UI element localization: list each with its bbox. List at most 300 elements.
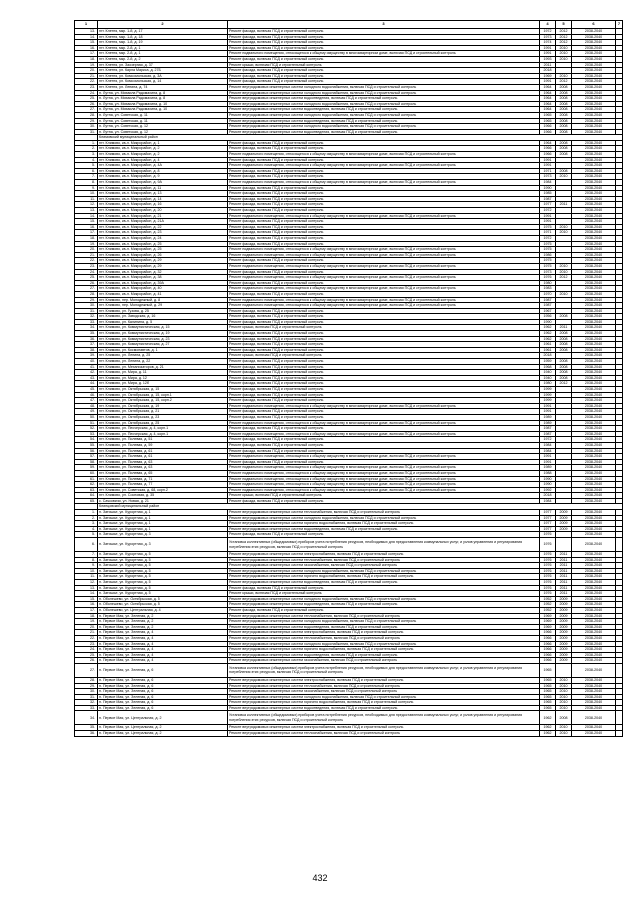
cell-work-type: Ремонт подвального помещения, относящегося к общему имуществу в многоквартирном доме, включая ПСД и строительный контроль xyxy=(228,420,540,426)
cell-work-type: Ремонт внутридомовых инженерных систем водоотведения, включая ПСД и строительный контроль xyxy=(228,96,540,102)
cell-work-type: Ремонт фасада, включая ПСД и строительный контроль xyxy=(228,426,540,432)
cell-work-type: Ремонт фасада, включая ПСД и строительный контроль xyxy=(228,314,540,320)
cell-year-repair: 2009 xyxy=(556,510,572,516)
cell-address: п. Затишье, ул. Курортная, д. 1 xyxy=(98,521,228,527)
cell-year-repair: 2008 xyxy=(556,331,572,337)
cell-work-type: Ремонт внутридомовых инженерных систем холодного водоснабжения, включая ПСД и строительный контроль xyxy=(228,568,540,574)
cell-period: 2038-2040 xyxy=(572,84,616,90)
cell-work-type: Ремонт фасада, включая ПСД и строительный контроль xyxy=(228,336,540,342)
cell-work-type: Ремонт подвального помещения, относящегося к общему имуществу в многоквартирном доме, включая ПСД и строительный контроль xyxy=(228,275,540,281)
cell-work-type: Ремонт внутридомовых инженерных систем газоснабжения, включая ПСД и строительный контроль xyxy=(228,689,540,695)
cell-address: п. Лутна, ул. Советская, д. 12 xyxy=(98,129,228,135)
cell-work-type: Ремонт внутридомовых инженерных систем холодного водоснабжения, включая ПСД и строительный контроль xyxy=(228,124,540,130)
cell-address: пгт. Климово, пер. Молодежный, д. 29 xyxy=(98,303,228,309)
table-row xyxy=(75,711,623,725)
cell-year-built: 1965 xyxy=(540,118,556,124)
cell-work-type: Ремонт фасада, включая ПСД и строительный контроль xyxy=(228,448,540,454)
cell-period: 2038-2040 xyxy=(572,286,616,292)
cell-num: 18. xyxy=(75,235,98,241)
cell-period: 2038-2040 xyxy=(572,319,616,325)
cell-period: 2038-2040 xyxy=(572,532,616,538)
cell-year-built: 1976 xyxy=(540,585,556,591)
cell-work-type: Ремонт фасада, включая ПСД и строительный контроль xyxy=(228,157,540,163)
cell-year-repair: 2008 xyxy=(556,124,572,130)
cell-work-type: Ремонт подвального помещения, относящегося к общему имуществу в многоквартирном доме, включая ПСД и строительный контроль xyxy=(228,403,540,409)
cell-year-built: 1962 xyxy=(540,336,556,342)
cell-address: пгт. Климово, пер. Молодежный, д. 8 xyxy=(98,297,228,303)
cell-address: пгт. Климово, ул. Мира, д. 11 xyxy=(98,370,228,376)
cell-num: 2. xyxy=(75,515,98,521)
cell-num: 14. xyxy=(75,213,98,219)
header-cell: 4 xyxy=(540,21,556,29)
cell-address: п. Первое Мая, ул. Зеленая, д. 6 xyxy=(98,705,228,711)
cell-num: 17. xyxy=(75,230,98,236)
cell-period: 2038-2040 xyxy=(572,552,616,558)
cell-address: п. Лутна, ул. Советская, д. 12 xyxy=(98,124,228,130)
cell-period: 2038-2040 xyxy=(572,152,616,158)
cell-work-type: Ремонт фасада, включая ПСД и строительный контроль xyxy=(228,459,540,465)
cell-address: п. Первое Мая, ул. Зеленая, д. 4 xyxy=(98,652,228,658)
cell-year-repair: 2011 xyxy=(556,568,572,574)
cell-address: пгт. Климово, кв-л. Микрорайон, д. 1 xyxy=(98,140,228,146)
cell-num: 24. xyxy=(75,269,98,275)
cell-address: п. Затишье, ул. Курортная, д. 5 xyxy=(98,585,228,591)
cell-address: п. Первое Мая, ул. Зеленая, д. 2 xyxy=(98,624,228,630)
cell-num: 31. xyxy=(75,129,98,135)
cell-work-type: Ремонт внутридомовых инженерных систем горячего водоснабжения, включая ПСД и строительный контроль xyxy=(228,700,540,706)
cell-period: 2038-2040 xyxy=(572,280,616,286)
cell-work-type: Ремонт внутридомовых инженерных систем электроснабжения, включая ПСД и строительный контроль xyxy=(228,725,540,731)
cell-num: 34. xyxy=(75,325,98,331)
cell-address: пгт. Климово, ул. Полевая, д. 63 xyxy=(98,465,228,471)
cell-year-built: 1964 xyxy=(540,140,556,146)
cell-num: 16. xyxy=(75,224,98,230)
cell-period: 2038-2040 xyxy=(572,731,616,737)
cell-year-built: 1980 xyxy=(540,381,556,387)
cell-period: 2038-2040 xyxy=(572,62,616,68)
cell-period: 2038-2040 xyxy=(572,630,616,636)
cell-year-built: 1992 xyxy=(540,487,556,493)
cell-address: п. Первое Мая, ул. Зеленая, д. 4 xyxy=(98,635,228,641)
cell-year-built: 1987 xyxy=(540,426,556,432)
cell-address: пгт. Климово, ул. Полевая, д. 61 xyxy=(98,454,228,460)
cell-period: 2038-2040 xyxy=(572,51,616,57)
cell-period: 2038-2040 xyxy=(572,34,616,40)
cell-num: 49. xyxy=(75,409,98,415)
cell-work-type: Установка коллективных (общедомовых) приборов учета потребления ресурсов, необходимых для предоставления коммунальных услуг, и узлов управления и регулирования потребления этих ресурсов, включая ПСД и строительный контроль xyxy=(228,711,540,725)
cell-work-type: Установка коллективных (общедомовых) приборов учета потребления ресурсов, необходимых для предоставления коммунальных услуг, и узлов управления и регулирования потребления этих ресурсов, включая ПСД и строительный контроль xyxy=(228,538,540,552)
cell-work-type: Ремонт внутридомовых инженерных систем водоотведения, включая ПСД и строительный контроль xyxy=(228,705,540,711)
cell-year-built: 1999 xyxy=(540,387,556,393)
cell-work-type: Ремонт фасада, включая ПСД и строительный контроль xyxy=(228,331,540,337)
cell-address: п. Лутна, ул. Михаила Радомахина, д. 10 xyxy=(98,107,228,113)
cell-work-type: Ремонт фасада, включая ПСД и строительный контроль xyxy=(228,241,540,247)
cell-year-repair: 2010 xyxy=(556,269,572,275)
cell-year-built: 1987 xyxy=(540,303,556,309)
cell-num: 29. xyxy=(75,297,98,303)
header-cell: 3 xyxy=(228,21,540,29)
cell-work-type: Ремонт внутридомовых инженерных систем горячего водоснабжения, включая ПСД и строительный контроль xyxy=(228,574,540,580)
cell-year-built: 1976 xyxy=(540,574,556,580)
cell-num: 2. xyxy=(75,146,98,152)
cell-year-built: 1961 xyxy=(540,342,556,348)
cell-year-built: 1975 xyxy=(540,263,556,269)
cell-period: 2038-2040 xyxy=(572,591,616,597)
cell-period: 2038-2040 xyxy=(572,568,616,574)
cell-year-built: 1965 xyxy=(540,663,556,677)
header-cell: 7 xyxy=(616,21,623,29)
cell-year-built: 1962 xyxy=(540,331,556,337)
cell-num: 25. xyxy=(75,275,98,281)
cell-year-built: 1952 xyxy=(540,596,556,602)
cell-year-built: 1972 xyxy=(540,235,556,241)
cell-work-type: Ремонт фасада, включая ПСД и строительный контроль xyxy=(228,585,540,591)
cell-address: пгт. Климово, кв-л. Микрорайон, д. 38 xyxy=(98,275,228,281)
cell-period: 2038-2040 xyxy=(572,124,616,130)
cell-num: 41. xyxy=(75,364,98,370)
cell-address: пгт. Клетня, мкр. 2-й, д. 1 xyxy=(98,51,228,57)
cell-num: 26. xyxy=(75,280,98,286)
cell-period: 2038-2040 xyxy=(572,308,616,314)
cell-period: 2038-2040 xyxy=(572,73,616,79)
cell-num: 25. xyxy=(75,96,98,102)
cell-address: пгт. Климово, ул. Полевая, д. 59 xyxy=(98,442,228,448)
cell-work-type: Ремонт внутридомовых инженерных систем горячего водоснабжения, включая ПСД и строительный контроль xyxy=(228,521,540,527)
cell-year-repair: 2010 xyxy=(556,291,572,297)
cell-num: 59. xyxy=(75,465,98,471)
header-cell: 1 xyxy=(75,21,98,29)
cell-period: 2038-2040 xyxy=(572,658,616,664)
cell-address: пгт. Климово, ул. Полевая, д. 61 xyxy=(98,448,228,454)
cell-num: 16. xyxy=(75,45,98,51)
cell-year-built: 1988 xyxy=(540,470,556,476)
cell-address: пгт. Климово, кв-л. Микрорайон, д. 41 xyxy=(98,291,228,297)
cell-num: 15. xyxy=(75,596,98,602)
cell-num: 32. xyxy=(75,700,98,706)
cell-address: п. Затишье, ул. Курортная, д. 3 xyxy=(98,532,228,538)
cell-period: 2038-2040 xyxy=(572,613,616,619)
section-title: Клинцовский муниципальный район xyxy=(98,504,623,510)
cell-work-type: Ремонт фасада, включая ПСД и строительный контроль xyxy=(228,269,540,275)
cell-period: 2038-2040 xyxy=(572,585,616,591)
cell-address: пгт. Климово, кв-л. Микрорайон, д. 40 xyxy=(98,286,228,292)
cell-work-type: Ремонт фасада, включая ПСД и строительный контроль xyxy=(228,68,540,74)
cell-work-type: Ремонт внутридомовых инженерных систем холодного водоснабжения, включая ПСД и строительный контроль xyxy=(228,641,540,647)
cell-num: 22. xyxy=(75,635,98,641)
cell-period: 2038-2040 xyxy=(572,303,616,309)
cell-period: 2038-2040 xyxy=(572,157,616,163)
cell-num: 64. xyxy=(75,493,98,499)
cell-period: 2038-2040 xyxy=(572,487,616,493)
cell-work-type: Ремонт внутридомовых инженерных систем холодного водоснабжения, включая ПСД и строительный контроль xyxy=(228,90,540,96)
cell-year-repair: 2009 xyxy=(556,641,572,647)
cell-period: 2038-2040 xyxy=(572,515,616,521)
cell-work-type: Ремонт внутридомовых инженерных систем водоотведения, включая ПСД и строительный контроль xyxy=(228,624,540,630)
cell-num: 9. xyxy=(75,563,98,569)
cell-year-repair: 2009 xyxy=(556,619,572,625)
cell-period: 2038-2040 xyxy=(572,68,616,74)
cell-year-repair: 2011 xyxy=(556,574,572,580)
cell-year-built: 1991 xyxy=(540,459,556,465)
cell-extra xyxy=(616,538,623,552)
cell-year-built: 1964 xyxy=(540,107,556,113)
header-cell: 6 xyxy=(572,21,616,29)
cell-period: 2038-2040 xyxy=(572,521,616,527)
cell-period: 2038-2040 xyxy=(572,140,616,146)
cell-year-repair: 2008 xyxy=(556,359,572,365)
cell-period: 2038-2040 xyxy=(572,129,616,135)
cell-address: пгт. Климово, ул. Полевая, д. 71 xyxy=(98,476,228,482)
cell-address: пгт. Клетня, мкр. 2-й, д. 2 xyxy=(98,56,228,62)
cell-period: 2038-2040 xyxy=(572,241,616,247)
cell-address: пгт. Климово, кв-л. Микрорайон, д. 26 xyxy=(98,252,228,258)
cell-year-built: 1956 xyxy=(540,314,556,320)
cell-year-repair: 2010 xyxy=(556,224,572,230)
cell-period: 2038-2040 xyxy=(572,118,616,124)
cell-address: п. Первое Мая, ул. Зеленая, д. 6 xyxy=(98,694,228,700)
cell-address: пгт. Климово, ул. Октябрьская, д. 25 xyxy=(98,420,228,426)
cell-period: 2038-2040 xyxy=(572,180,616,186)
cell-year-built: 1977 xyxy=(540,510,556,516)
cell-num: 26. xyxy=(75,658,98,664)
cell-num: 9. xyxy=(75,185,98,191)
cell-num: 8. xyxy=(75,180,98,186)
cell-period: 2038-2040 xyxy=(572,465,616,471)
cell-period: 2038-2040 xyxy=(572,45,616,51)
cell-year-built: 1964 xyxy=(540,84,556,90)
cell-address: пгт. Климово, ул. Гузова, д. 25 xyxy=(98,308,228,314)
cell-period: 2038-2040 xyxy=(572,96,616,102)
cell-year-built: 1966 xyxy=(540,146,556,152)
cell-year-built: 1990 xyxy=(540,476,556,482)
cell-num: 50. xyxy=(75,414,98,420)
cell-year-built: 1965 xyxy=(540,694,556,700)
cell-work-type: Ремонт крыши, включая ПСД и строительный контроль xyxy=(228,493,540,499)
cell-num: 1. xyxy=(75,140,98,146)
cell-period: 2038-2040 xyxy=(572,185,616,191)
cell-year-repair: 2010 xyxy=(556,51,572,57)
cell-work-type: Ремонт фасада, включая ПСД и строительный контроль xyxy=(228,392,540,398)
cell-work-type: Ремонт внутридомовых инженерных систем водоотведения, включая ПСД и строительный контроль xyxy=(228,118,540,124)
cell-num: 20. xyxy=(75,624,98,630)
cell-year-repair: 2009 xyxy=(556,602,572,608)
cell-work-type: Ремонт крыши, включая ПСД и строительный контроль xyxy=(228,591,540,597)
cell-extra xyxy=(616,663,623,677)
table-row xyxy=(75,538,623,552)
cell-year-repair: 2008 xyxy=(556,347,572,353)
page-number: 432 xyxy=(312,873,328,883)
cell-num: 5. xyxy=(75,163,98,169)
cell-num: 32. xyxy=(75,314,98,320)
cell-period: 2038-2040 xyxy=(572,635,616,641)
cell-year-repair: 2010 xyxy=(556,705,572,711)
cell-period: 2038-2040 xyxy=(572,602,616,608)
cell-year-built: 1991 xyxy=(540,454,556,460)
cell-period: 2038-2040 xyxy=(572,90,616,96)
cell-period: 2038-2040 xyxy=(572,359,616,365)
cell-address: пгт. Клетня, мкр. 1-й, д. 17 xyxy=(98,29,228,35)
cell-num: 17. xyxy=(75,607,98,613)
cell-period: 2038-2040 xyxy=(572,574,616,580)
cell-address: пгт. Клетня, ул. Заозерная, д. 37 xyxy=(98,62,228,68)
cell-year-repair: 2008 xyxy=(556,90,572,96)
cell-num: 29. xyxy=(75,118,98,124)
cell-address: п. Первое Мая, ул. Зеленая, д. 4 xyxy=(98,630,228,636)
cell-year-built: 1991 xyxy=(540,79,556,85)
cell-work-type: Ремонт фасада, включая ПСД и строительный контроль xyxy=(228,370,540,376)
cell-year-built: 1991 xyxy=(540,163,556,169)
header-cell: 2 xyxy=(98,21,228,29)
cell-work-type: Ремонт подвального помещения, относящегося к общему имуществу в многоквартирном доме, включая ПСД и строительный контроль xyxy=(228,454,540,460)
cell-address: пгт. Климово, ул. Полевая, д. 51 xyxy=(98,437,228,443)
cell-num: 15. xyxy=(75,219,98,225)
cell-work-type: Ремонт внутридомовых инженерных систем теплоснабжения, включая ПСД и строительный контроль xyxy=(228,635,540,641)
cell-address: п. Первое Мая, ул. Зеленая, д. 6 xyxy=(98,689,228,695)
cell-year-repair: 2011 xyxy=(556,202,572,208)
cell-num: 62. xyxy=(75,482,98,488)
cell-num: 16. xyxy=(75,602,98,608)
cell-year-repair: 2010 xyxy=(556,689,572,695)
cell-period: 2038-2040 xyxy=(572,387,616,393)
cell-period: 2038-2040 xyxy=(572,526,616,532)
cell-work-type: Ремонт подвального помещения, относящегося к общему имуществу в многоквартирном доме, включая ПСД и строительный контроль xyxy=(228,470,540,476)
cell-work-type: Ремонт фасада, включая ПСД и строительный контроль xyxy=(228,375,540,381)
cell-num: 57. xyxy=(75,454,98,460)
cell-num: 55. xyxy=(75,442,98,448)
cell-address: п. Затишье, ул. Курортная, д. 1 xyxy=(98,515,228,521)
cell-year-repair: 2008 xyxy=(556,146,572,152)
cell-address: пгт. Климово, кв-л. Микрорайон, д. 25 xyxy=(98,247,228,253)
cell-work-type: Ремонт внутридомовых инженерных систем холодного водоснабжения, включая ПСД и строительный контроль xyxy=(228,84,540,90)
cell-year-built: 1971 xyxy=(540,168,556,174)
cell-year-repair xyxy=(556,663,572,677)
cell-address: п. Первое Мая, ул. Зеленая, д. 2 xyxy=(98,613,228,619)
cell-address: пгт. Климово, кв-л. Микрорайон, д. 11 xyxy=(98,185,228,191)
cell-period: 2038-2040 xyxy=(572,174,616,180)
table-row xyxy=(75,663,623,677)
cell-year-repair: 2010 xyxy=(556,700,572,706)
cell-work-type: Ремонт внутридомовых инженерных систем холодного водоснабжения, включая ПСД и строительный контроль xyxy=(228,596,540,602)
cell-period: 2038-2040 xyxy=(572,353,616,359)
cell-num: 38. xyxy=(75,347,98,353)
cell-year-built: 1962 xyxy=(540,325,556,331)
table-header-row xyxy=(75,21,623,29)
cell-num: 4. xyxy=(75,526,98,532)
cell-period: 2038-2040 xyxy=(572,647,616,653)
cell-work-type: Ремонт внутридомовых инженерных систем водоотведения, включая ПСД и строительный контроль xyxy=(228,107,540,113)
cell-work-type: Ремонт фасада, включая ПСД и строительный контроль xyxy=(228,381,540,387)
cell-work-type: Ремонт внутридомовых инженерных систем водоотведения, включая ПСД и строительный контроль xyxy=(228,580,540,586)
cell-num: 33. xyxy=(75,705,98,711)
cell-period: 2038-2040 xyxy=(572,381,616,387)
cell-work-type: Ремонт подвального помещения, относящегося к общему имуществу в многоквартирном доме, включая ПСД и строительный контроль xyxy=(228,152,540,158)
cell-work-type: Ремонт фасада, включая ПСД и строительный контроль xyxy=(228,140,540,146)
cell-period: 2038-2040 xyxy=(572,683,616,689)
cell-year-built: 1987 xyxy=(540,196,556,202)
cell-period: 2038-2040 xyxy=(572,364,616,370)
cell-num: 1. xyxy=(75,510,98,516)
cell-work-type: Ремонт крыши, включая ПСД и строительный контроль xyxy=(228,62,540,68)
cell-year-built: 1975 xyxy=(540,224,556,230)
cell-period: 2038-2040 xyxy=(572,619,616,625)
cell-period: 2038-2040 xyxy=(572,235,616,241)
cell-year-repair: 2011 xyxy=(556,557,572,563)
cell-year-repair: 2009 xyxy=(556,607,572,613)
cell-num: 23. xyxy=(75,84,98,90)
cell-num: 19. xyxy=(75,241,98,247)
cell-period: 2038-2040 xyxy=(572,342,616,348)
cell-work-type: Ремонт фасада, включая ПСД и строительный контроль xyxy=(228,359,540,365)
cell-year-built: 1952 xyxy=(540,602,556,608)
cell-period: 2038-2040 xyxy=(572,437,616,443)
cell-year-built: 1966 xyxy=(540,652,556,658)
cell-period: 2038-2040 xyxy=(572,677,616,683)
cell-num: 31. xyxy=(75,308,98,314)
cell-period: 2038-2040 xyxy=(572,652,616,658)
cell-num: 35. xyxy=(75,725,98,731)
cell-period: 2038-2040 xyxy=(572,596,616,602)
cell-period: 2038-2040 xyxy=(572,711,616,725)
cell-work-type: Ремонт фасада, включая ПСД и строительный контроль xyxy=(228,174,540,180)
cell-period: 2038-2040 xyxy=(572,40,616,46)
cell-num: 36. xyxy=(75,731,98,737)
cell-period: 2038-2040 xyxy=(572,275,616,281)
cell-work-type: Ремонт фасада, включая ПСД и строительный контроль xyxy=(228,168,540,174)
cell-year-built: 1991 xyxy=(540,403,556,409)
cell-num: 22. xyxy=(75,258,98,264)
cell-address: пгт. Климово, ул. Октябрьская, д. 15 xyxy=(98,387,228,393)
cell-year-built: 1965 xyxy=(540,112,556,118)
cell-year-built: 1964 xyxy=(540,96,556,102)
cell-year-built: 1968 xyxy=(540,364,556,370)
cell-year-built: 1975 xyxy=(540,258,556,264)
cell-address: пгт. Климово, ул. Полевая, д. 77 xyxy=(98,482,228,488)
cell-year-built: 1977 xyxy=(540,515,556,521)
cell-address: пгт. Климово, кв-л. Микрорайон, д. 4 xyxy=(98,157,228,163)
cell-year-repair: 2012 xyxy=(556,40,572,46)
cell-num: 40. xyxy=(75,359,98,365)
cell-work-type: Ремонт фасада, включая ПСД и строительный контроль xyxy=(228,280,540,286)
cell-period: 2038-2040 xyxy=(572,414,616,420)
cell-year-built: 1987 xyxy=(540,431,556,437)
cell-num: 56. xyxy=(75,448,98,454)
cell-address: пгт. Климово, ул. Космонавтов, д. 1 xyxy=(98,347,228,353)
cell-period: 2038-2040 xyxy=(572,191,616,197)
cell-address: п. Первое Мая, ул. Зеленая, д. 4 xyxy=(98,641,228,647)
cell-year-repair: 2012 xyxy=(556,79,572,85)
cell-work-type: Ремонт фасада, включая ПСД и строительный контроль xyxy=(228,79,540,85)
cell-year-repair: 2008 xyxy=(556,364,572,370)
cell-address: пгт. Климово, кв-л. Микрорайон, д. 21А xyxy=(98,219,228,225)
cell-year-built: 1962 xyxy=(540,711,556,725)
cell-num: 21. xyxy=(75,252,98,258)
cell-year-repair: 2008 xyxy=(556,342,572,348)
cell-year-built: 1993 xyxy=(540,56,556,62)
cell-work-type: Ремонт фасада, включая ПСД и строительный контроль xyxy=(228,437,540,443)
cell-period: 2038-2040 xyxy=(572,247,616,253)
cell-work-type: Ремонт крыши, включая ПСД и строительный контроль xyxy=(228,325,540,331)
cell-period: 2038-2040 xyxy=(572,700,616,706)
cell-work-type: Ремонт подвального помещения, относящегося к общему имуществу в многоквартирном доме, включая ПСД и строительный контроль xyxy=(228,263,540,269)
cell-work-type: Ремонт фасада, включая ПСД и строительный контроль xyxy=(228,347,540,353)
cell-address: п. Затишье, ул. Курортная, д. 1 xyxy=(98,526,228,532)
cell-period: 2038-2040 xyxy=(572,476,616,482)
cell-address: п. Лутна, ул. Михаила Радомахина, д. 8 xyxy=(98,96,228,102)
cell-year-repair: 2009 xyxy=(556,596,572,602)
cell-address: п. Оболешево, ул. Октябрьская, д. 5 xyxy=(98,596,228,602)
cell-num: 44. xyxy=(75,381,98,387)
cell-period: 2038-2040 xyxy=(572,230,616,236)
